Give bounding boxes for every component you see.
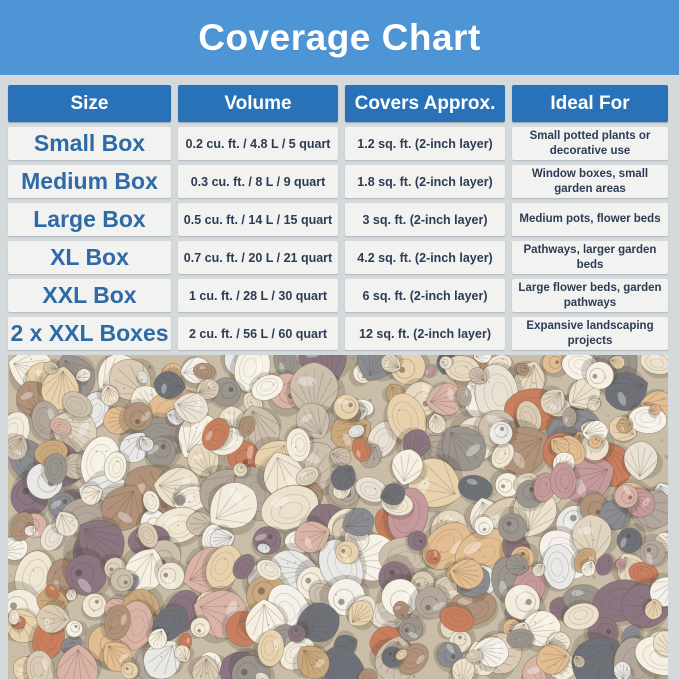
coverage-table bbox=[8, 85, 668, 350]
covers-cell: 1.8 sq. ft. (2-inch layer) bbox=[345, 165, 505, 198]
volume-cell: 0.5 cu. ft. / 14 L / 15 quart bbox=[178, 203, 338, 236]
size-cell: XL Box bbox=[8, 241, 171, 274]
seashells-illustration bbox=[8, 355, 668, 679]
ideal-cell: Pathways, larger garden beds bbox=[512, 241, 668, 274]
size-cell: Medium Box bbox=[8, 165, 171, 198]
ideal-cell: Expansive landscaping projects bbox=[512, 317, 668, 350]
size-cell: 2 x XXL Boxes bbox=[8, 317, 171, 350]
volume-cell: 0.2 cu. ft. / 4.8 L / 5 quart bbox=[178, 127, 338, 160]
ideal-cell: Large flower beds, garden pathways bbox=[512, 279, 668, 312]
ideal-cell: Small potted plants or decorative use bbox=[512, 127, 668, 160]
covers-cell: 6 sq. ft. (2-inch layer) bbox=[345, 279, 505, 312]
column-header-ideal: Ideal For bbox=[512, 85, 668, 122]
page-header bbox=[0, 0, 679, 75]
volume-cell: 0.3 cu. ft. / 8 L / 9 quart bbox=[178, 165, 338, 198]
column-header-volume: Volume bbox=[178, 85, 338, 122]
volume-cell: 0.7 cu. ft. / 20 L / 21 quart bbox=[178, 241, 338, 274]
seashells-photo bbox=[8, 355, 668, 679]
covers-cell: 4.2 sq. ft. (2-inch layer) bbox=[345, 241, 505, 274]
size-cell: XXL Box bbox=[8, 279, 171, 312]
size-cell: Large Box bbox=[8, 203, 171, 236]
ideal-cell: Window boxes, small garden areas bbox=[512, 165, 668, 198]
size-cell: Small Box bbox=[8, 127, 171, 160]
covers-cell: 1.2 sq. ft. (2-inch layer) bbox=[345, 127, 505, 160]
covers-cell: 12 sq. ft. (2-inch layer) bbox=[345, 317, 505, 350]
covers-cell: 3 sq. ft. (2-inch layer) bbox=[345, 203, 505, 236]
column-header-covers: Covers Approx. bbox=[345, 85, 505, 122]
page-title: Coverage Chart bbox=[198, 16, 481, 58]
volume-cell: 2 cu. ft. / 56 L / 60 quart bbox=[178, 317, 338, 350]
volume-cell: 1 cu. ft. / 28 L / 30 quart bbox=[178, 279, 338, 312]
ideal-cell: Medium pots, flower beds bbox=[512, 203, 668, 236]
column-header-size: Size bbox=[8, 85, 171, 122]
